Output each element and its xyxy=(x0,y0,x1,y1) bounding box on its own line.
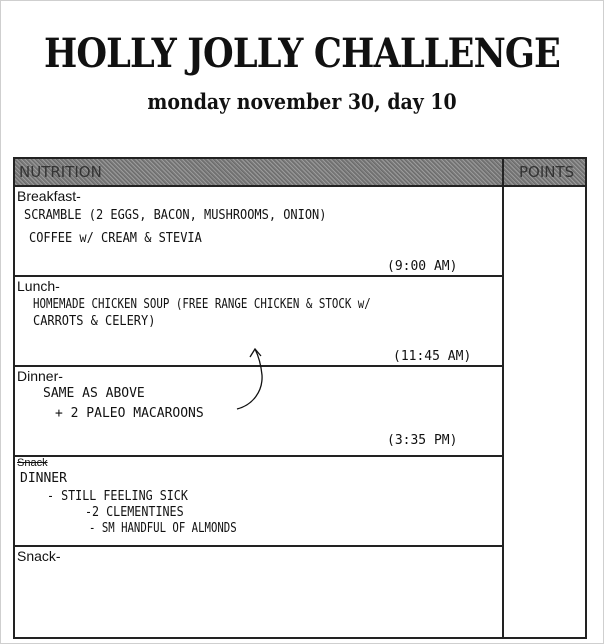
breakfast-line-2: COFFEE w/ CREAM & STEVIA xyxy=(29,231,202,246)
page-subtitle: monday november 30, day 10 xyxy=(147,89,457,114)
column-header-points: POINTS xyxy=(519,163,575,181)
extra-line-2: - STILL FEELING SICK xyxy=(47,489,188,504)
extra-line-4: - SM HANDFUL OF ALMONDS xyxy=(89,521,237,536)
breakfast-time: (9:00 AM) xyxy=(387,259,458,274)
lunch-line-1: HOMEMADE CHICKEN SOUP (FREE RANGE CHICKEN & STOCK w/ xyxy=(33,297,371,312)
dinner-label: Dinner- xyxy=(17,368,63,384)
dinner-line-2: + 2 PALEO MACAROONS xyxy=(55,406,204,421)
breakfast-label: Breakfast- xyxy=(17,188,81,204)
page-title: HOLLY JOLLY CHALLENGE xyxy=(43,30,561,77)
extra-line-1: DINNER xyxy=(20,471,67,486)
snack-label: Snack- xyxy=(17,548,61,564)
extra-label-struck: Snack xyxy=(17,457,48,469)
column-divider xyxy=(502,159,504,637)
breakfast-line-1: SCRAMBLE (2 EGGS, BACON, MUSHROOMS, ONION) xyxy=(24,208,327,223)
extra-line-3: -2 CLEMENTINES xyxy=(85,505,184,520)
nutrition-table xyxy=(13,157,587,639)
column-header-nutrition: NUTRITION xyxy=(19,163,102,181)
lunch-line-2: CARROTS & CELERY) xyxy=(33,314,156,329)
arrow-icon xyxy=(15,159,502,637)
lunch-time: (11:45 AM) xyxy=(393,349,472,364)
lunch-label: Lunch- xyxy=(17,278,60,294)
dinner-time: (3:35 PM) xyxy=(387,433,458,448)
dinner-line-1: SAME AS ABOVE xyxy=(43,386,145,401)
